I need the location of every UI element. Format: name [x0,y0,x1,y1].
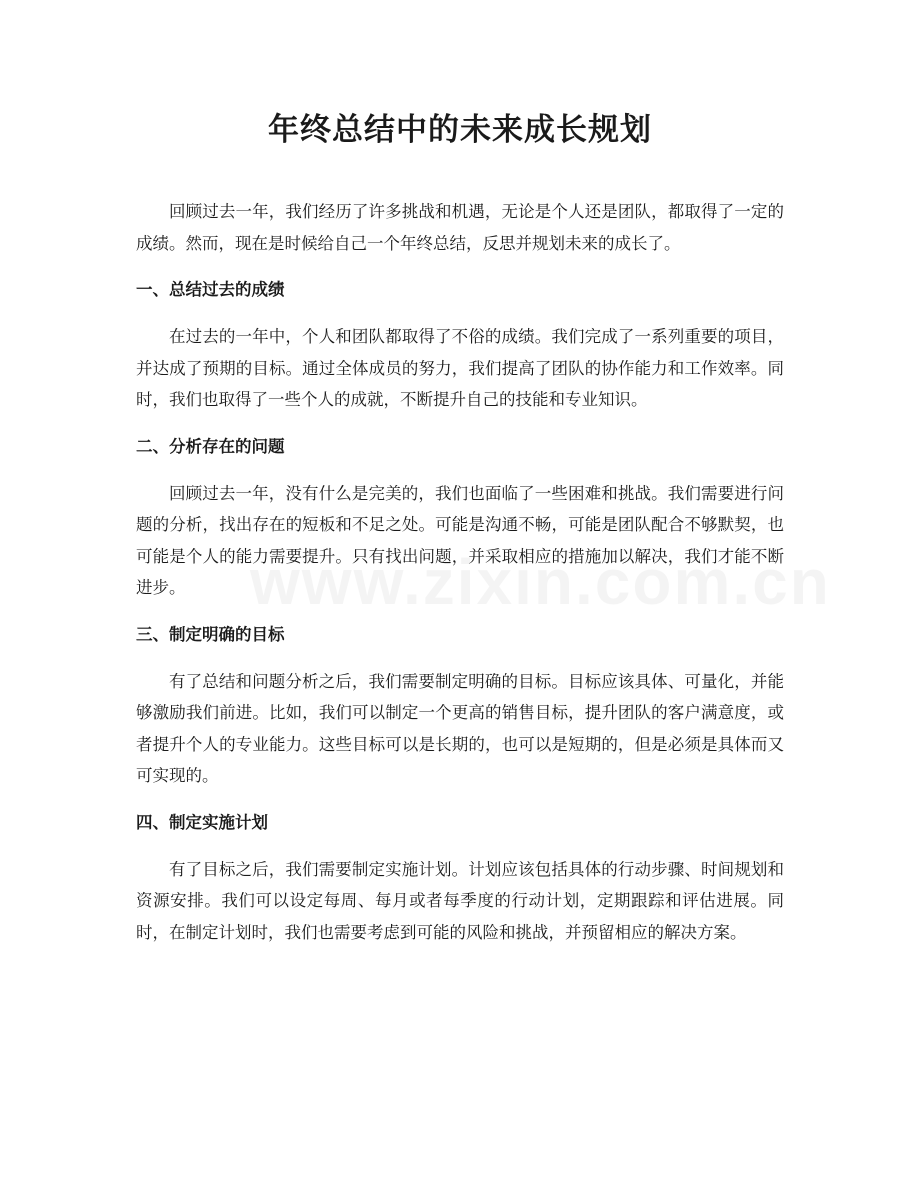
document-title: 年终总结中的未来成长规划 [268,112,652,148]
section-body-4: 有了目标之后，我们需要制定实施计划。计划应该包括具体的行动步骤、时间规划和资源安排。我们可以设定每周、每月或者每季度的行动计划，定期跟踪和评估进展。同时，在制定计划时，我们也需要考虑到可能的风险和挑战，并预留相应的解决方案。 [136,859,784,942]
section-heading-4: 四、制定实施计划 [136,812,268,832]
section-heading-3: 三、制定明确的目标 [136,624,285,644]
intro-paragraph: 回顾过去一年，我们经历了许多挑战和机遇，无论是个人还是团队，都取得了一定的成绩。然而，现在是时候给自己一个年终总结，反思并规划未来的成长了。 [136,202,784,253]
section-heading-2: 二、分析存在的问题 [136,436,285,456]
section-body-3: 有了总结和问题分析之后，我们需要制定明确的目标。目标应该具体、可量化，并能够激励我们前进。比如，我们可以制定一个更高的销售目标，提升团队的客户满意度，或者提升个人的专业能力。这些目标可以是长期的，也可以是短期的，但是必须是具体而又可实现的。 [136,671,784,785]
section-body-1: 在过去的一年中，个人和团队都取得了不俗的成绩。我们完成了一系列重要的项目，并达成了预期的目标。通过全体成员的努力，我们提高了团队的协作能力和工作效率。同时，我们也取得了一些个人的成就，不断提升自己的技能和专业知识。 [136,327,784,409]
section-body-2: 回顾过去一年，没有什么是完美的，我们也面临了一些困难和挑战。我们需要进行问题的分析，找出存在的短板和不足之处。可能是沟通不畅，可能是团队配合不够默契，也可能是个人的能力需要提升。只有找出问题，并采取相应的措施加以解决，我们才能不断进步。 [136,483,784,597]
section-heading-1: 一、总结过去的成绩 [136,280,285,299]
